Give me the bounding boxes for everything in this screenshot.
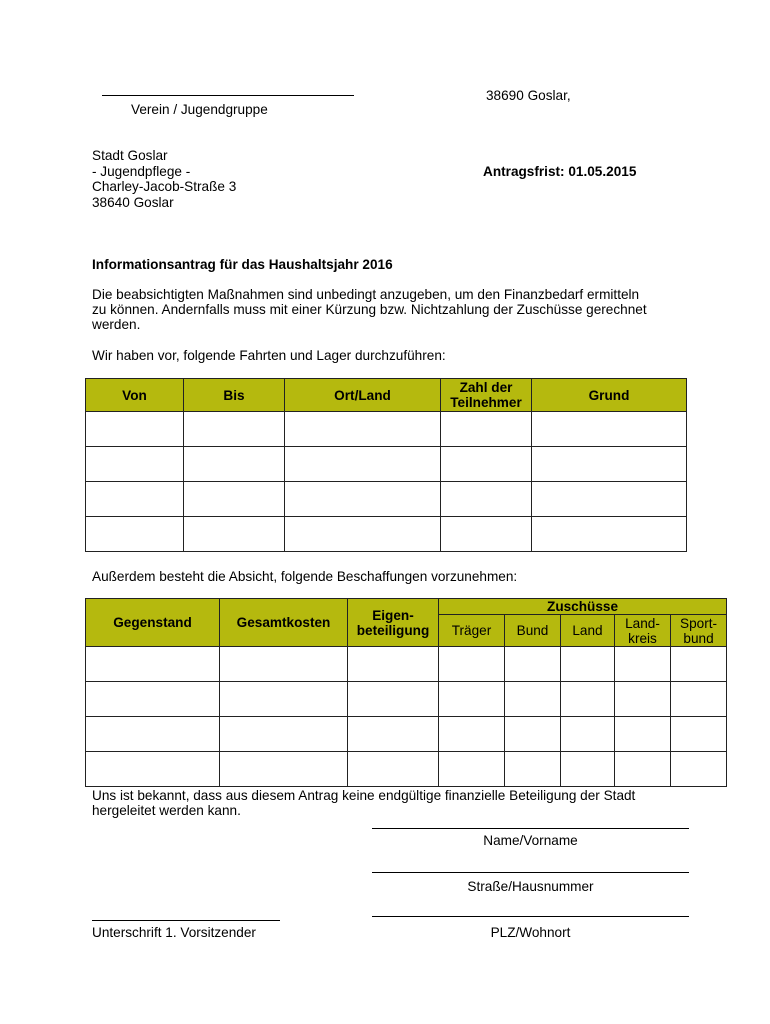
- purchases-cell-bund[interactable]: [505, 752, 561, 787]
- purchases-header-eigenbeteiligung: [348, 599, 439, 647]
- trips-cell-von[interactable]: [86, 517, 184, 552]
- trips-cell-ort[interactable]: [285, 412, 441, 447]
- purchases-cell-gesamtkosten[interactable]: [220, 717, 348, 752]
- purchases-table: [85, 598, 727, 787]
- purchases-row: [86, 682, 727, 717]
- trips-cell-grund[interactable]: [532, 517, 687, 552]
- trips-cell-grund[interactable]: [532, 482, 687, 517]
- trips-cell-zahl[interactable]: [441, 517, 532, 552]
- purchases-cell-sportbund[interactable]: [671, 717, 727, 752]
- purchases-cell-gegenstand[interactable]: [86, 647, 220, 682]
- purchases-cell-land[interactable]: [561, 717, 615, 752]
- purchases-cell-sportbund[interactable]: [671, 752, 727, 787]
- purchases-cell-gegenstand[interactable]: [86, 752, 220, 787]
- name-signature-line: [372, 828, 689, 829]
- purchases-cell-bund[interactable]: [505, 717, 561, 752]
- purchases-cell-bund[interactable]: [505, 647, 561, 682]
- trips-cell-ort[interactable]: [285, 447, 441, 482]
- address-line-3: Charley-Jacob-Straße 3: [92, 179, 237, 194]
- address-line-2: - Jugendpflege -: [92, 164, 191, 179]
- trips-cell-von[interactable]: [86, 482, 184, 517]
- purchases-cell-traeger[interactable]: [439, 717, 505, 752]
- purchases-cell-bund[interactable]: [505, 682, 561, 717]
- notice-line-1: Uns ist bekannt, dass aus diesem Antrag keine endgültige finanzielle Beteiligung der Stadt: [92, 788, 636, 803]
- purchases-header-landkreis-line-2: kreis: [628, 630, 657, 646]
- purchases-cell-landkreis[interactable]: [615, 752, 671, 787]
- purchases-intro: Außerdem besteht die Absicht, folgende Beschaffungen vorzunehmen:: [92, 569, 518, 584]
- trips-cell-zahl[interactable]: [441, 447, 532, 482]
- purchases-cell-land[interactable]: [561, 752, 615, 787]
- intro-line-3: werden.: [92, 317, 141, 332]
- trips-row: [86, 482, 687, 517]
- trips-header-ort: Ort/Land: [285, 379, 441, 412]
- trips-cell-bis[interactable]: [184, 517, 285, 552]
- document-title: Informationsantrag für das Haushaltsjahr 2016: [92, 257, 393, 272]
- trips-cell-bis[interactable]: [184, 447, 285, 482]
- trips-header-bis: Bis: [184, 379, 285, 412]
- application-deadline: Antragsfrist: 01.05.2015: [483, 164, 637, 179]
- purchases-header-sportbund: [671, 615, 727, 647]
- address-line-1: Stadt Goslar: [92, 148, 168, 163]
- trips-intro: Wir haben vor, folgende Fahrten und Lager durchzuführen:: [92, 348, 446, 363]
- purchases-header-zuschuesse: Zuschüsse: [439, 599, 727, 615]
- trips-table: [85, 378, 687, 552]
- purchases-cell-gesamtkosten[interactable]: [220, 647, 348, 682]
- address-line-4: 38640 Goslar: [92, 195, 174, 210]
- org-signature-line: [102, 95, 354, 96]
- purchases-cell-gegenstand[interactable]: [86, 682, 220, 717]
- purchases-cell-sportbund[interactable]: [671, 647, 727, 682]
- name-label: Name/Vorname: [483, 833, 578, 848]
- purchases-cell-gegenstand[interactable]: [86, 717, 220, 752]
- trips-cell-grund[interactable]: [532, 412, 687, 447]
- purchases-header-eigen-line-1: Eigen-: [372, 607, 414, 623]
- purchases-cell-landkreis[interactable]: [615, 647, 671, 682]
- purchases-cell-eigen[interactable]: [348, 682, 439, 717]
- purchases-header-bund: Bund: [505, 615, 561, 647]
- purchases-cell-land[interactable]: [561, 647, 615, 682]
- trips-row: [86, 517, 687, 552]
- city-label: PLZ/Wohnort: [490, 925, 571, 940]
- purchases-cell-landkreis[interactable]: [615, 717, 671, 752]
- purchases-cell-eigen[interactable]: [348, 717, 439, 752]
- trips-cell-von[interactable]: [86, 412, 184, 447]
- intro-line-2: zu können. Andernfalls muss mit einer Kürzung bzw. Nichtzahlung der Zuschüsse gerechnet: [92, 302, 647, 317]
- trips-header-zahl-line-1: Zahl der: [459, 380, 513, 395]
- purchases-cell-land[interactable]: [561, 682, 615, 717]
- trips-cell-zahl[interactable]: [441, 412, 532, 447]
- chair-signature-label: Unterschrift 1. Vorsitzender: [92, 925, 256, 940]
- purchases-cell-landkreis[interactable]: [615, 682, 671, 717]
- purchases-cell-eigen[interactable]: [348, 752, 439, 787]
- purchases-header-gesamtkosten: Gesamtkosten: [220, 599, 348, 647]
- trips-cell-bis[interactable]: [184, 482, 285, 517]
- purchases-cell-sportbund[interactable]: [671, 682, 727, 717]
- purchases-header-landkreis-line-1: Land-: [625, 615, 660, 631]
- trips-cell-grund[interactable]: [532, 447, 687, 482]
- purchases-row: [86, 647, 727, 682]
- purchases-cell-eigen[interactable]: [348, 647, 439, 682]
- purchases-header-sportbund-line-2: bund: [683, 630, 714, 646]
- purchases-cell-traeger[interactable]: [439, 682, 505, 717]
- purchases-cell-gesamtkosten[interactable]: [220, 752, 348, 787]
- trips-header-grund: Grund: [532, 379, 687, 412]
- street-signature-line: [372, 872, 689, 873]
- trips-cell-ort[interactable]: [285, 517, 441, 552]
- trips-row: [86, 447, 687, 482]
- purchases-cell-traeger[interactable]: [439, 647, 505, 682]
- purchases-row: [86, 752, 727, 787]
- trips-row: [86, 412, 687, 447]
- org-label: Verein / Jugendgruppe: [131, 102, 268, 117]
- city-signature-line: [372, 916, 689, 917]
- purchases-header-land: Land: [561, 615, 615, 647]
- purchases-cell-gesamtkosten[interactable]: [220, 682, 348, 717]
- trips-header-zahl-line-2: Teilnehmer: [450, 395, 522, 410]
- trips-cell-zahl[interactable]: [441, 482, 532, 517]
- purchases-header-landkreis: [615, 615, 671, 647]
- purchases-header-eigen-line-2: beteiligung: [356, 622, 430, 638]
- trips-header-von: Von: [86, 379, 184, 412]
- place-date: 38690 Goslar,: [486, 88, 571, 103]
- purchases-row: [86, 717, 727, 752]
- purchases-header-traeger: Träger: [439, 615, 505, 647]
- purchases-cell-traeger[interactable]: [439, 752, 505, 787]
- chair-signature-line: [92, 920, 280, 921]
- trips-cell-ort[interactable]: [285, 482, 441, 517]
- notice-line-2: hergeleitet werden kann.: [92, 803, 241, 818]
- purchases-header-gegenstand: Gegenstand: [86, 599, 220, 647]
- trips-cell-von[interactable]: [86, 447, 184, 482]
- street-label: Straße/Hausnummer: [467, 879, 594, 894]
- trips-cell-bis[interactable]: [184, 412, 285, 447]
- purchases-header-sportbund-line-1: Sport-: [680, 615, 718, 631]
- intro-line-1: Die beabsichtigten Maßnahmen sind unbedingt anzugeben, um den Finanzbedarf ermitteln: [92, 287, 640, 302]
- trips-header-zahl: [441, 379, 532, 412]
